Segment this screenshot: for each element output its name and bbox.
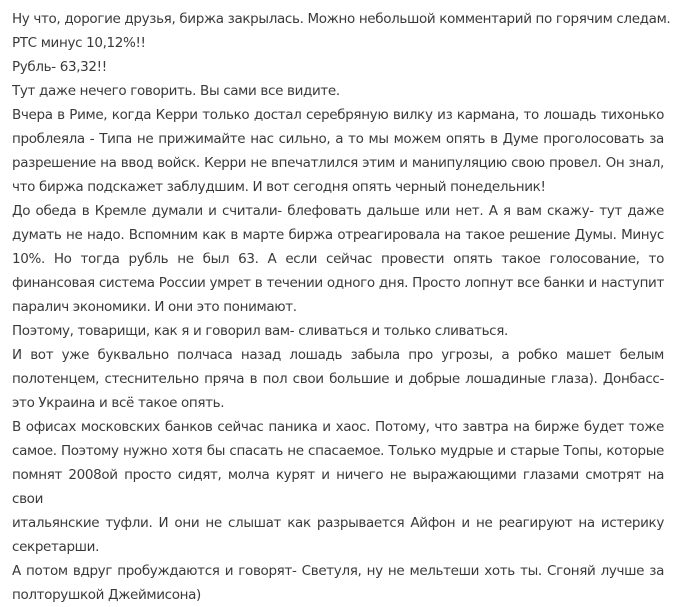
text-line: секретарши. [12,539,100,555]
text-line: проблеяла - Типа не прижимайте нас сильно, а то мы можем опять в Думе проголосовать за [12,131,664,147]
text-line: До обеда в Кремле думали и считали- блефовать дальше или нет. А я вам скажу- тут даже [12,203,664,219]
text-line: РТС минус 10,12%!! [12,35,146,51]
text-line: А потом вдруг пробуждаются и говорят- Светуля, ну не мельтеши хоть ты. Сгоняй лучше за [12,563,664,579]
text-line: думать не надо. Вспомним как в марте биржа отреагировала на такое решение Думы. Минус [12,227,664,243]
text-line: И вот уже буквально полчаса назад лошадь забыла про угрозы, а робко машет белым [12,347,664,363]
paragraph-rome [12,103,664,199]
text-line: самое. Поэтому нужно хотя бы спасать не спасаемое. Только мудрые и старые Топы, которые [12,443,664,459]
text-line: помнят 2008ой просто сидят, молча курят и ничего не выражающими глазами смотрят на свои [12,467,664,507]
paragraph-half-hour [12,343,664,415]
text-line: 10%. Но тогда рубль не был 63. А если сейчас провести опять такое голосование, то [12,251,664,267]
paragraph-nothing-to-say [12,79,664,103]
text-line: Тут даже нечего говорить. Вы сами все видите. [12,83,340,99]
paragraph-comrades [12,319,664,343]
paragraph-kremlin [12,199,664,319]
text-line: итальянские туфли. И они не слышат как разрывается Айфон и не реагируют на истерику [12,515,664,531]
post-body [12,7,671,607]
paragraph-svetulya [12,559,664,607]
text-line: что биржа подскажет заблудшим. И вот сегодня опять черный понедельник! [12,179,546,195]
text-line: это Украина и всё такое опять. [12,395,225,411]
paragraph-intro [12,7,671,55]
text-line: В офисах московских банков сейчас паника и хаос. Потому, что завтра на бирже будет тоже [12,419,664,435]
text-line: Вчера в Риме, когда Керри только достал серебряную вилку из кармана, то лошадь тихонько [12,107,664,123]
text-line: Поэтому, товарищи, как я и говорил вам- сливаться и только сливаться. [12,323,508,339]
text-line: паралич экономики. И они это понимают. [12,299,297,315]
text-line: Ну что, дорогие друзья, биржа закрылась. Можно небольшой комментарий по горячим следам. [12,11,671,27]
paragraph-banks [12,415,664,559]
text-line: Рубль- 63,32!! [12,59,107,75]
paragraph-ruble [12,55,664,79]
text-line: полотенцем, стеснительно пряча в пол свои большие и добрые лошадиные глаза). Донбасс- [12,371,664,387]
text-line: полторушкой Джеймисона) [12,587,201,603]
text-line: финансовая система России умрет в течении одного дня. Просто лопнут все банки и наступит [12,275,664,291]
text-line: разрешение на ввод войск. Керри не впечатлился этим и манипуляцию свою провел. Он знал, [12,155,664,171]
